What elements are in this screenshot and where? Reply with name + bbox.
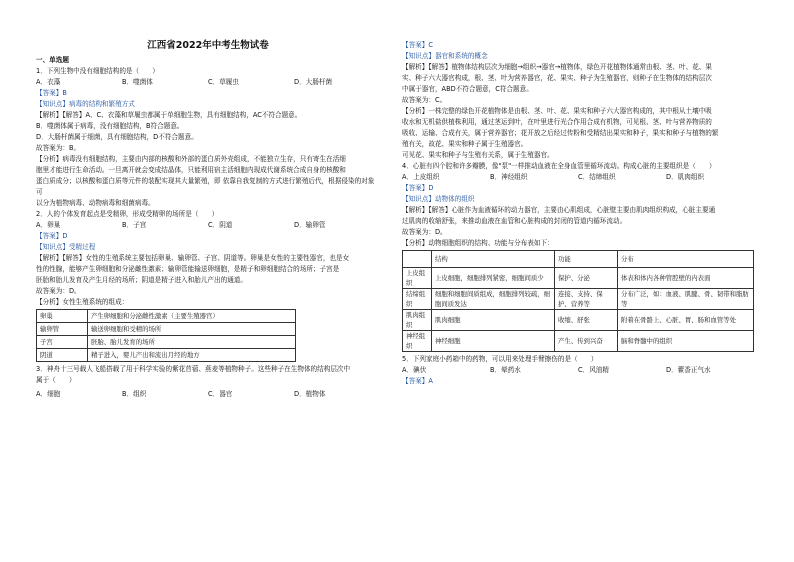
q3-answer: 【答案】C bbox=[402, 41, 433, 49]
q1-option-b: B．噬菌体 bbox=[122, 78, 153, 86]
q4-option-b: B．神经组织 bbox=[490, 173, 528, 181]
q4-stem: 4．心脏有四个腔和许多瓣膜，像"泵"一样推动血液在全身血管里循环流动。构成心脏的主要组织是（ ） bbox=[402, 162, 716, 170]
table-cell: 连接、支持、保护、营养等 bbox=[555, 289, 618, 310]
q3-explanation: 中属于器官，ABD不符合题意，C符合题意。 bbox=[402, 85, 533, 93]
q4-answer: 【答案】D bbox=[402, 184, 434, 192]
q2-option-a: A．卵巢 bbox=[36, 221, 61, 229]
q4-knowledge-point: 【知识点】动物体的组织 bbox=[402, 195, 475, 203]
paper-title: 江西省2022年中考生物试卷 bbox=[147, 40, 269, 51]
q3-explanation: 【解析】【解答】植物体结构层次为细胞→组织→器官→植物体，绿色开花植物体通常由根、茎、叶、花、果 bbox=[402, 63, 712, 71]
table-cell: 体表和体内各种管腔壁的内表面 bbox=[618, 268, 754, 289]
q4-option-d: D．肌肉组织 bbox=[666, 173, 705, 181]
q2-stem: 2．人的个体发育起点是受精卵，形成受精卵的场所是（ ） bbox=[36, 210, 219, 218]
table-cell: 产生卵细胞和分泌雌性激素（主要生殖器官） bbox=[88, 310, 296, 323]
q4-analysis: 【分析】动物细胞组织的结构、功能与分布表如下： bbox=[402, 239, 554, 247]
table-row bbox=[37, 323, 296, 336]
q5-option-a: A．碘伏 bbox=[402, 366, 427, 374]
q3-options bbox=[36, 389, 380, 400]
table-header-row bbox=[403, 251, 754, 268]
table-cell: 肌肉组织 bbox=[403, 310, 432, 331]
table-cell: 保护、分泌 bbox=[555, 268, 618, 289]
table-cell: 胚胎、胎儿发育的场所 bbox=[88, 336, 296, 349]
q3-analysis: 【分析】一株完整的绿色开花植物体是由根、茎、叶、花、果实和种子六大器官构成的，其中根从土壤中吸 bbox=[402, 107, 712, 115]
table-cell: 产生、传到兴奋 bbox=[555, 331, 618, 352]
q1-analysis: 以分为植物病毒、动物病毒和细菌病毒。 bbox=[36, 199, 155, 207]
q5-answer: 【答案】A bbox=[402, 377, 433, 385]
q1-options bbox=[36, 77, 380, 88]
q1-option-c: C．草履虫 bbox=[208, 78, 239, 86]
table-cell: 附着在骨骼上、心脏、胃、肠和血管等处 bbox=[618, 310, 754, 331]
q1-option-d: D．大肠杆菌 bbox=[294, 78, 333, 86]
table-row bbox=[403, 268, 754, 289]
table-cell: 上皮细胞，细胞排列紧密，细胞间质少 bbox=[432, 268, 555, 289]
q3-stem: 属于（ ） bbox=[36, 376, 76, 384]
left-column bbox=[36, 0, 380, 400]
table-header: 功能 bbox=[555, 251, 618, 268]
animal-tissue-table bbox=[402, 250, 754, 352]
q3-analysis: 吸收、运输、合成有关，属于营养器官；花开放之后经过传粉和受精结出果实和种子，果实和种子与植物的繁 bbox=[402, 129, 719, 137]
q2-explanation: 【解析】【解答】女性的生殖系统主要包括卵巢、输卵管、子宫、阴道等。卵巢是女性的主要性器官，也是女 bbox=[36, 254, 350, 262]
q4-option-a: A．上皮组织 bbox=[402, 173, 440, 181]
table-row bbox=[403, 289, 754, 310]
right-column bbox=[402, 40, 758, 387]
q3-option-c: C．器官 bbox=[208, 390, 233, 398]
table-header bbox=[403, 251, 432, 268]
table-cell: 精子进入，婴儿产出和流出月经的地方 bbox=[88, 349, 296, 362]
q2-option-c: C．阴道 bbox=[208, 221, 233, 229]
q1-analysis: 【分析】病毒没有细胞结构，主要由内部的核酸和外部的蛋白质外壳组成，不能独立生存，只有寄生在活细 bbox=[36, 155, 346, 163]
table-cell: 神经组织 bbox=[403, 331, 432, 352]
q3-analysis: 可见花、果实和种子与生殖有关系，属于生殖器官。 bbox=[402, 151, 554, 159]
q4-explanation: 故答案为：D。 bbox=[402, 228, 447, 236]
table-row bbox=[37, 310, 296, 323]
q3-analysis: 收水和无机盐供植株利用，通过茎运到叶，在叶里进行光合作用合成有机物，可见根、茎、叶与营养物质的 bbox=[402, 118, 712, 126]
table-cell: 结缔组织 bbox=[403, 289, 432, 310]
q5-option-c: C．风油精 bbox=[578, 366, 609, 374]
table-cell: 上皮组织 bbox=[403, 268, 432, 289]
q3-option-b: B．组织 bbox=[122, 390, 147, 398]
table-cell: 子宫 bbox=[37, 336, 88, 349]
q1-answer: 【答案】B bbox=[36, 89, 67, 97]
table-row bbox=[37, 349, 296, 362]
q1-explanation: D．大肠杆菌属于细菌，具有细胞结构，D不符合题意。 bbox=[36, 133, 198, 141]
q2-analysis: 【分析】女性生殖系统的组成： bbox=[36, 298, 129, 306]
q5-option-b: B．晕药水 bbox=[490, 366, 521, 374]
table-cell: 收缩、舒张 bbox=[555, 310, 618, 331]
table-cell: 细胞和细胞间质组成，细胞排列较疏，细胞间质发达 bbox=[432, 289, 555, 310]
q2-explanation: 胚胎和胎儿发育及产生月经的场所；阴道是精子进入和胎儿产出的通道。 bbox=[36, 276, 247, 284]
q5-option-d: D．藿香正气水 bbox=[666, 366, 711, 374]
table-cell: 阴道 bbox=[37, 349, 88, 362]
female-reproductive-table bbox=[36, 309, 296, 362]
table-cell: 输卵管 bbox=[37, 323, 88, 336]
q2-explanation: 性的性腺，能够产生卵细胞和分泌雌性激素；输卵管能输送卵细胞，是精子和卵细胞结合的场所；子宫是 bbox=[36, 265, 340, 273]
table-header: 分布 bbox=[618, 251, 754, 268]
table-cell: 神经细胞 bbox=[432, 331, 555, 352]
table-row bbox=[403, 331, 754, 352]
q3-stem: 3．神舟十三号载人飞船搭载了用于科学实验的紫花苜蓿、燕麦等植物种子。这些种子在生物体的结构层次中 bbox=[36, 365, 351, 373]
q2-knowledge-point: 【知识点】受精过程 bbox=[36, 243, 96, 251]
q4-options bbox=[402, 172, 758, 183]
table-row bbox=[403, 310, 754, 331]
q3-option-a: A．细胞 bbox=[36, 390, 61, 398]
q5-stem: 5．下列家庭小药箱中的药物，可以用来处理手臂擦伤的是（ ） bbox=[402, 355, 598, 363]
q3-option-d: D．植物体 bbox=[294, 390, 326, 398]
q2-explanation: 故答案为：D。 bbox=[36, 287, 81, 295]
q4-option-c: C．结缔组织 bbox=[578, 173, 616, 181]
q2-option-b: B．子宫 bbox=[122, 221, 147, 229]
q1-stem: 1．下列生物中没有细胞结构的是（ ） bbox=[36, 67, 159, 75]
q1-explanation: B．噬菌体属于病毒，没有细胞结构，B符合题意。 bbox=[36, 122, 184, 130]
table-header: 结构 bbox=[432, 251, 555, 268]
table-cell: 肌肉细胞 bbox=[432, 310, 555, 331]
q1-knowledge-point: 【知识点】病毒的结构和繁殖方式 bbox=[36, 100, 135, 108]
q4-explanation: 过肌肉的收缩舒张，来推动血液在血管和心脏构成的封闭的管道内循环流动。 bbox=[402, 217, 627, 225]
q4-explanation: 【解析】【解答】心脏作为血液循环的动力器官，主要由心肌组成，心脏壁主要由肌肉组织构成，心脏主要通 bbox=[402, 206, 716, 214]
q3-knowledge-point: 【知识点】器官和系统的概念 bbox=[402, 52, 488, 60]
q3-analysis: 殖有关，故花、果实和种子属于生殖器官。 bbox=[402, 140, 528, 148]
table-cell: 输送卵细胞和受精的场所 bbox=[88, 323, 296, 336]
q1-option-a: A．衣藻 bbox=[36, 78, 61, 86]
table-cell: 脑和脊髓中的组织 bbox=[618, 331, 754, 352]
q3-explanation: 实、种子六大器官构成，根、茎、叶为营养器官，花、果实、种子为生殖器官，则种子在生物体的结构层次 bbox=[402, 74, 712, 82]
q5-options bbox=[402, 365, 758, 376]
section-heading: 一、单选题 bbox=[36, 56, 69, 64]
table-cell: 分布广泛，如：血液、肌腱、骨、韧带和脂肪等 bbox=[618, 289, 754, 310]
q2-answer: 【答案】D bbox=[36, 232, 68, 240]
q2-options bbox=[36, 220, 380, 231]
q1-analysis: 蛋白质成分；以核酸和蛋白质等元件的装配实现其大量繁殖，即 依靠自我复制的方式进行繁殖后代，根据侵染的对象可 bbox=[36, 177, 375, 196]
q1-analysis: 胞里才能进行生命活动。一旦离开就会变成结晶体，只能利用宿主活细胞内现成代谢系统合成自身的核酸和 bbox=[36, 166, 346, 174]
table-cell: 卵巢 bbox=[37, 310, 88, 323]
table-row bbox=[37, 336, 296, 349]
q1-explanation: 【解析】【解答】A、C、衣藻和草履虫都属于单细胞生物，具有细胞结构，AC不符合题意。 bbox=[36, 111, 302, 119]
q1-explanation: 故答案为：B。 bbox=[36, 144, 81, 152]
q2-option-d: D．输卵管 bbox=[294, 221, 326, 229]
q3-explanation: 故答案为：C。 bbox=[402, 96, 447, 104]
